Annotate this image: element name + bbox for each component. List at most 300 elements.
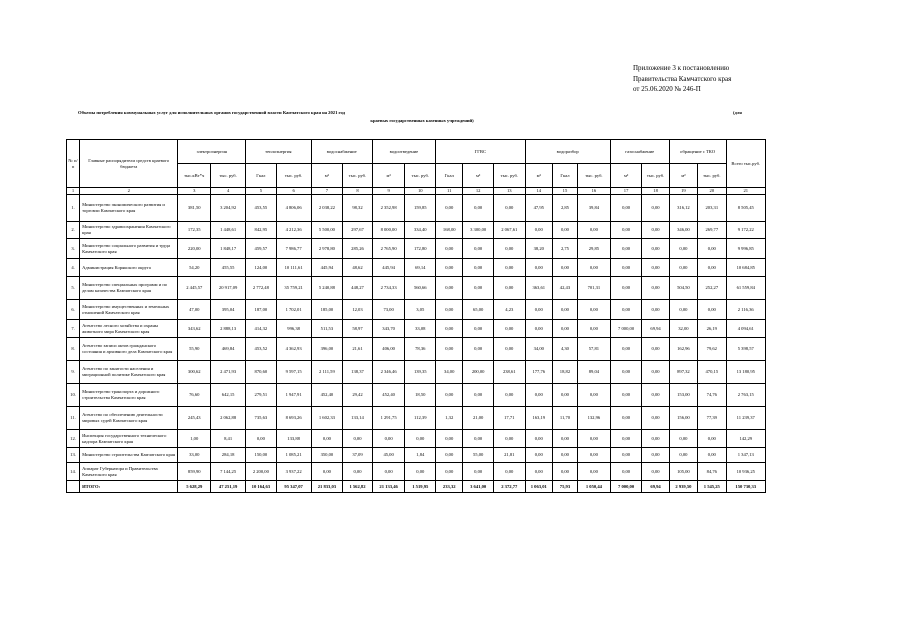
- row-value: 54,20: [178, 259, 211, 277]
- column-number: 6: [276, 188, 311, 195]
- row-name: Аппарат Губернатора и Правительства Камчатского края: [80, 463, 178, 481]
- total-value: 1 050,44: [578, 481, 611, 493]
- appendix-block: [633, 63, 731, 95]
- row-value: 0,00: [372, 430, 405, 448]
- table-body: [67, 140, 766, 493]
- row-value: 9 172,22: [726, 222, 765, 239]
- row-value: 2 067,61: [493, 222, 525, 239]
- row-number: 10.: [67, 384, 80, 407]
- row-value: 48,62: [343, 259, 373, 277]
- row-name: Администрация Корякского округа: [80, 259, 178, 277]
- row-value: 0,00: [698, 239, 726, 259]
- row-value: 0,00: [669, 300, 697, 320]
- header-unit: м³: [610, 164, 642, 188]
- table-row: [67, 463, 766, 481]
- row-number: 8.: [67, 338, 80, 361]
- column-number: 21: [726, 188, 765, 195]
- row-value: 156,00: [669, 407, 697, 430]
- row-value: 159,85: [405, 195, 436, 222]
- row-name: Агентство по занятости населения и миграционной политике Камчатского края: [80, 361, 178, 384]
- row-value: 252,27: [698, 277, 726, 300]
- total-value: 2 372,77: [493, 481, 525, 493]
- row-value: 0,00: [610, 277, 642, 300]
- row-value: 187,00: [246, 300, 277, 320]
- total-value: 10 164,63: [246, 481, 277, 493]
- table-row: [67, 300, 766, 320]
- table-row: [67, 320, 766, 338]
- row-value: 172,80: [405, 239, 436, 259]
- row-value: 0,00: [343, 463, 373, 481]
- table-row: [67, 448, 766, 463]
- row-value: 504,50: [669, 277, 697, 300]
- row-value: 0,00: [463, 259, 494, 277]
- row-value: 18,82: [552, 361, 577, 384]
- row-value: 0,00: [436, 239, 463, 259]
- row-value: 61 559,84: [726, 277, 765, 300]
- row-value: 0,00: [578, 384, 611, 407]
- row-value: 55,00: [463, 448, 494, 463]
- row-value: 0,00: [552, 222, 577, 239]
- row-value: 42,43: [552, 277, 577, 300]
- row-value: 2 763,15: [726, 384, 765, 407]
- row-value: 0,00: [552, 384, 577, 407]
- row-value: 0,00: [493, 277, 525, 300]
- row-value: 0,00: [463, 384, 494, 407]
- row-value: 0,00: [642, 384, 669, 407]
- row-value: 279,51: [246, 384, 277, 407]
- table-row: [67, 195, 766, 222]
- row-value: 20 917,09: [211, 277, 246, 300]
- row-name: Министерство экономического развития и торговли Камчатского края: [80, 195, 178, 222]
- row-value: 0,00: [463, 239, 494, 259]
- column-number: 14: [525, 188, 552, 195]
- row-value: 2 445,57: [178, 277, 211, 300]
- row-name: Министерство транспорта и дорожного строительства Камчатского края: [80, 384, 178, 407]
- row-value: 0,00: [610, 222, 642, 239]
- row-number: 13.: [67, 448, 80, 463]
- row-value: 842,95: [246, 222, 277, 239]
- row-value: 57,81: [578, 338, 611, 361]
- header-name: Главные распорядители средств краевого бюджета: [80, 140, 178, 188]
- row-value: 0,00: [525, 259, 552, 277]
- row-value: 7 986,77: [276, 239, 311, 259]
- row-value: 2 888,13: [211, 320, 246, 338]
- row-value: 2 471,93: [211, 361, 246, 384]
- row-value: 1 347,13: [726, 448, 765, 463]
- row-value: 2 352,98: [372, 195, 405, 222]
- row-value: 0,00: [436, 463, 463, 481]
- document-title-suffix: (для: [733, 110, 742, 115]
- row-value: 29,42: [343, 384, 373, 407]
- row-value: 4 362,93: [276, 338, 311, 361]
- row-value: 0,00: [578, 320, 611, 338]
- row-value: 13 180,95: [726, 361, 765, 384]
- row-value: 0,00: [642, 361, 669, 384]
- row-value: 142,29: [726, 430, 765, 448]
- row-value: 2 038,22: [311, 195, 343, 222]
- row-value: 0,00: [343, 430, 373, 448]
- header-row-col-numbers: [67, 188, 766, 195]
- row-value: 35 759,21: [276, 277, 311, 300]
- row-value: 0,00: [610, 463, 642, 481]
- column-number: 20: [698, 188, 726, 195]
- row-value: 0,00: [642, 277, 669, 300]
- row-value: 334,40: [405, 222, 436, 239]
- row-value: 203,31: [698, 195, 726, 222]
- row-value: 38,20: [525, 239, 552, 259]
- row-value: 2 734,33: [372, 277, 405, 300]
- row-value: 245,43: [178, 407, 211, 430]
- row-value: 560,66: [405, 277, 436, 300]
- header-row-groups: [67, 140, 766, 164]
- row-value: 3 937,22: [276, 463, 311, 481]
- row-value: 8 505,45: [726, 195, 765, 222]
- row-value: 2 765,90: [372, 239, 405, 259]
- row-value: 452,40: [372, 384, 405, 407]
- header-group-hot-water: ГГВС: [436, 140, 526, 164]
- row-value: 0,00: [552, 430, 577, 448]
- row-value: 0,00: [610, 259, 642, 277]
- row-value: 11 239,37: [726, 407, 765, 430]
- column-number: 18: [642, 188, 669, 195]
- row-value: 84,76: [698, 463, 726, 481]
- appendix-line-1: Приложение 3 к постановлению: [633, 64, 730, 72]
- header-group-heat: теплоэнергия: [246, 140, 312, 164]
- row-value: 0,00: [578, 463, 611, 481]
- header-group-water-supply: водоснабжение: [311, 140, 372, 164]
- row-value: 0,00: [610, 338, 642, 361]
- row-number: 2.: [67, 222, 80, 239]
- row-value: 21,00: [463, 407, 494, 430]
- row-value: 34,00: [525, 338, 552, 361]
- row-value: 0,00: [610, 361, 642, 384]
- row-name: Министерство здравоохранения Камчатского края: [80, 222, 178, 239]
- header-group-gas: газоснабжение: [610, 140, 669, 164]
- row-value: 0,00: [552, 448, 577, 463]
- row-value: 4,30: [552, 338, 577, 361]
- row-value: 511,53: [311, 320, 343, 338]
- total-value: 1 545,25: [698, 481, 726, 493]
- column-number: 15: [552, 188, 577, 195]
- row-value: 0,00: [698, 259, 726, 277]
- row-value: 37,09: [343, 448, 373, 463]
- row-value: 0,00: [552, 320, 577, 338]
- row-value: 0,00: [436, 384, 463, 407]
- header-unit: тыс. руб.: [642, 164, 669, 188]
- row-value: 0,00: [642, 300, 669, 320]
- row-value: 0,00: [669, 239, 697, 259]
- row-value: 0,00: [525, 384, 552, 407]
- column-number: 13: [493, 188, 525, 195]
- row-value: 172,35: [178, 222, 211, 239]
- row-value: 9 996,85: [726, 239, 765, 259]
- column-number: 8: [343, 188, 373, 195]
- row-number: 6.: [67, 300, 80, 320]
- row-value: 4,23: [493, 300, 525, 320]
- row-number: 5.: [67, 277, 80, 300]
- row-value: 0,00: [642, 448, 669, 463]
- row-value: 300,62: [178, 361, 211, 384]
- total-value: 3 641,00: [463, 481, 494, 493]
- total-value: 69,94: [642, 481, 669, 493]
- header-group-electricity: электроэнергия: [178, 140, 246, 164]
- header-total: Всего тыс.руб.: [726, 140, 765, 188]
- row-name: Агентство по обеспечению деятельности мировых судей Камчатского края: [80, 407, 178, 430]
- row-name: Агентство лесного хозяйства и охраны животного мира Камчатского края: [80, 320, 178, 338]
- header-unit: тыс. руб.: [493, 164, 525, 188]
- row-value: 0,00: [463, 320, 494, 338]
- row-value: 5 500,00: [311, 222, 343, 239]
- row-number: 7.: [67, 320, 80, 338]
- total-value: 1 063,01: [525, 481, 552, 493]
- row-value: 133,88: [276, 430, 311, 448]
- header-unit: м³: [669, 164, 697, 188]
- row-value: 285,26: [343, 239, 373, 259]
- row-value: 17,71: [493, 407, 525, 430]
- row-value: 0,00: [525, 300, 552, 320]
- row-value: 0,00: [698, 300, 726, 320]
- row-value: 1,32: [436, 407, 463, 430]
- row-value: 0,00: [642, 463, 669, 481]
- row-value: 9 597,15: [276, 361, 311, 384]
- row-value: 10 684,85: [726, 259, 765, 277]
- row-value: 132,96: [578, 407, 611, 430]
- row-value: 2,85: [552, 195, 577, 222]
- row-value: 45,00: [372, 448, 405, 463]
- column-number: 19: [669, 188, 697, 195]
- row-value: 89,04: [578, 361, 611, 384]
- row-value: 0,00: [405, 430, 436, 448]
- row-value: 470,15: [698, 361, 726, 384]
- row-value: 0,00: [436, 277, 463, 300]
- row-value: 139,35: [405, 361, 436, 384]
- header-unit: Гкал: [552, 164, 577, 188]
- row-value: 2 062,88: [211, 407, 246, 430]
- row-value: 0,00: [493, 384, 525, 407]
- row-value: 316,12: [669, 195, 697, 222]
- row-value: 469,84: [211, 338, 246, 361]
- row-value: 0,00: [610, 407, 642, 430]
- row-value: 395,04: [211, 300, 246, 320]
- row-value: 133,14: [343, 407, 373, 430]
- header-unit: тыс. руб.: [578, 164, 611, 188]
- row-value: 1 291,75: [372, 407, 405, 430]
- row-name: Инспекция государственного технического надзора Камчатского края: [80, 430, 178, 448]
- row-number: 11.: [67, 407, 80, 430]
- row-value: 185,00: [311, 300, 343, 320]
- row-value: 8 000,00: [372, 222, 405, 239]
- row-value: 58,97: [343, 320, 373, 338]
- row-value: 0,00: [525, 222, 552, 239]
- header-unit: тыс. руб.: [276, 164, 311, 188]
- row-name: Министерство социального развития и труда Камчатского края: [80, 239, 178, 259]
- row-value: 0,00: [669, 448, 697, 463]
- row-value: 0,00: [642, 338, 669, 361]
- row-value: 0,00: [669, 259, 697, 277]
- row-value: 1 848,17: [211, 239, 246, 259]
- row-value: 0,00: [610, 239, 642, 259]
- header-unit: тыс. руб.: [405, 164, 436, 188]
- row-value: 346,00: [669, 222, 697, 239]
- row-value: 0,00: [493, 338, 525, 361]
- table-row: [67, 407, 766, 430]
- row-value: 0,00: [552, 300, 577, 320]
- header-group-waste: обращение с ТКО: [669, 140, 726, 164]
- row-value: 996,38: [276, 320, 311, 338]
- row-value: 153,00: [669, 384, 697, 407]
- row-value: 0,00: [405, 463, 436, 481]
- row-value: 701,31: [578, 277, 611, 300]
- row-value: 0,00: [642, 195, 669, 222]
- row-value: 0,00: [436, 320, 463, 338]
- row-value: 5 240,88: [311, 277, 343, 300]
- row-value: 0,00: [578, 430, 611, 448]
- row-value: 69,94: [642, 320, 669, 338]
- row-value: 0,00: [610, 195, 642, 222]
- row-value: 1,84: [405, 448, 436, 463]
- row-value: 445,94: [311, 259, 343, 277]
- row-value: 381,50: [178, 195, 211, 222]
- row-value: 12,03: [343, 300, 373, 320]
- row-value: 414,32: [246, 320, 277, 338]
- row-value: 0,00: [493, 320, 525, 338]
- column-number: 11: [436, 188, 463, 195]
- total-value: 5 628,29: [178, 481, 211, 493]
- row-value: 4 212,36: [276, 222, 311, 239]
- row-value: 0,00: [436, 430, 463, 448]
- column-number: 7: [311, 188, 343, 195]
- row-value: 0,00: [311, 430, 343, 448]
- document-subtitle: краевых государственных казенных учреждений): [370, 118, 474, 123]
- row-value: 2 111,59: [311, 361, 343, 384]
- header-unit: тыс. руб.: [698, 164, 726, 188]
- row-value: 0,00: [642, 259, 669, 277]
- row-value: 65,00: [463, 300, 494, 320]
- header-group-water-disposal: водоотведение: [372, 140, 435, 164]
- total-value: 21 833,03: [311, 481, 343, 493]
- row-value: 0,00: [578, 259, 611, 277]
- row-value: 10 111,61: [276, 259, 311, 277]
- appendix-line-2: Правительства Камчатского края: [633, 74, 732, 83]
- total-value: 150 730,33: [726, 481, 765, 493]
- table-row: [67, 430, 766, 448]
- row-value: 0,00: [610, 448, 642, 463]
- row-value: 297,67: [343, 222, 373, 239]
- row-value: 10 936,25: [726, 463, 765, 481]
- row-name: Министерство специальных программ и по делам казачества Камчатского края: [80, 277, 178, 300]
- row-value: 78,36: [405, 338, 436, 361]
- table-row: [67, 361, 766, 384]
- row-value: 8 693,26: [276, 407, 311, 430]
- row-value: 284,18: [211, 448, 246, 463]
- row-value: 55,90: [178, 338, 211, 361]
- row-value: 0,00: [525, 448, 552, 463]
- row-value: 0,00: [436, 448, 463, 463]
- row-value: 0,00: [578, 222, 611, 239]
- row-value: 0,00: [525, 320, 552, 338]
- row-value: 642,15: [211, 384, 246, 407]
- row-value: 0,00: [578, 448, 611, 463]
- row-value: 445,94: [372, 259, 405, 277]
- row-value: 1 947,91: [276, 384, 311, 407]
- row-value: 4 806,06: [276, 195, 311, 222]
- total-value: 75,93: [552, 481, 577, 493]
- row-value: 0,00: [436, 195, 463, 222]
- row-value: 29,85: [578, 239, 611, 259]
- table-row: [67, 222, 766, 239]
- row-value: 0,00: [610, 384, 642, 407]
- total-row: [67, 481, 766, 493]
- header-unit: м³: [311, 164, 343, 188]
- row-value: 47,00: [178, 300, 211, 320]
- row-value: 163,19: [525, 407, 552, 430]
- row-value: 453,52: [246, 338, 277, 361]
- row-value: 32,00: [669, 320, 697, 338]
- column-number: 10: [405, 188, 436, 195]
- row-value: 74,76: [698, 384, 726, 407]
- row-value: 76,60: [178, 384, 211, 407]
- row-value: 859,90: [178, 463, 211, 481]
- row-value: 269,77: [698, 222, 726, 239]
- row-value: 77,39: [698, 407, 726, 430]
- document-title: Объемы потребления коммунальных услуг для исполнительных органов государственной власти Камчатского края на 2021 год: [78, 110, 345, 115]
- row-value: 26,19: [698, 320, 726, 338]
- row-value: 0,00: [698, 448, 726, 463]
- row-value: 396,00: [311, 338, 343, 361]
- row-value: 0,00: [552, 463, 577, 481]
- total-label: ИТОГО:: [80, 481, 178, 493]
- header-unit: тыс.кВт*ч: [178, 164, 211, 188]
- row-value: 124,00: [246, 259, 277, 277]
- row-value: 0,00: [493, 463, 525, 481]
- row-value: 3 300,00: [463, 222, 494, 239]
- row-name: Министерство строительства Камчатского края: [80, 448, 178, 463]
- row-value: 238,61: [493, 361, 525, 384]
- row-value: 343,62: [178, 320, 211, 338]
- row-value: 459,57: [246, 239, 277, 259]
- row-value: 0,00: [642, 407, 669, 430]
- row-value: 5 398,57: [726, 338, 765, 361]
- row-value: 162,96: [669, 338, 697, 361]
- row-value: 0,00: [610, 300, 642, 320]
- row-value: 0,00: [698, 430, 726, 448]
- row-value: 2 978,80: [311, 239, 343, 259]
- row-value: 0,00: [436, 338, 463, 361]
- row-value: 0,00: [463, 195, 494, 222]
- row-value: 452,40: [311, 384, 343, 407]
- row-value: 21,61: [343, 338, 373, 361]
- header-unit: м³: [372, 164, 405, 188]
- header-number: № п/п: [67, 140, 80, 188]
- column-number: 2: [80, 188, 178, 195]
- row-value: 200,00: [463, 361, 494, 384]
- row-value: 0,00: [463, 338, 494, 361]
- column-number: 4: [211, 188, 246, 195]
- header-unit: Гкал: [436, 164, 463, 188]
- row-value: 0,00: [642, 222, 669, 239]
- row-value: 455,55: [211, 259, 246, 277]
- header-unit: м³: [463, 164, 494, 188]
- header-group-water-draw: водоразбор: [525, 140, 610, 164]
- row-value: 2 772,48: [246, 277, 277, 300]
- table-row: [67, 277, 766, 300]
- total-row-number: [67, 481, 80, 493]
- row-number: 3.: [67, 239, 80, 259]
- row-value: 1 602,33: [311, 407, 343, 430]
- row-value: 0,00: [436, 300, 463, 320]
- column-number: 16: [578, 188, 611, 195]
- row-value: 2,75: [552, 239, 577, 259]
